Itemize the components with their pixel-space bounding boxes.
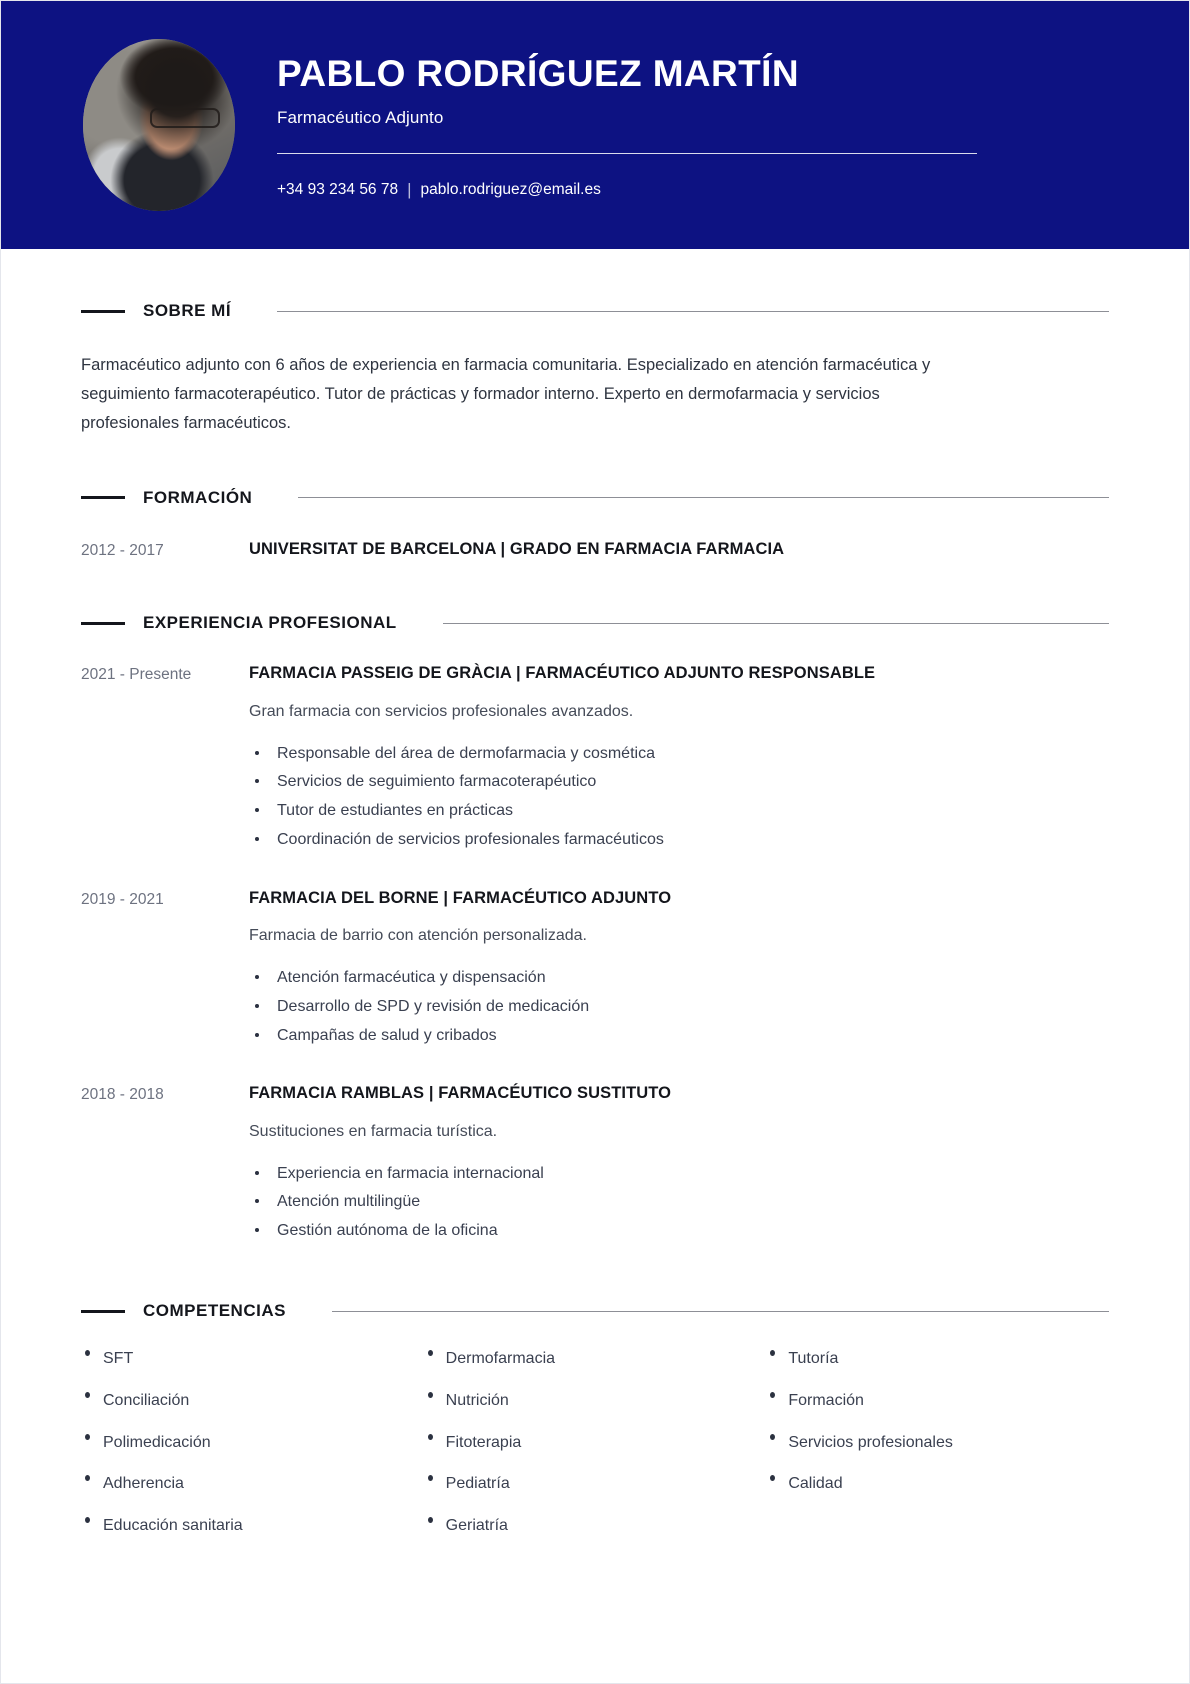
- skill-item: Pediatría: [424, 1474, 767, 1495]
- experience-bullet-list: [249, 740, 1109, 855]
- resume-header: [1, 1, 1189, 249]
- experience-bullet-list: [249, 964, 1109, 1050]
- experience-date: 2019 - 2021: [81, 890, 164, 908]
- skill-item: Dermofarmacia: [424, 1349, 767, 1370]
- contact-separator: |: [407, 180, 412, 200]
- experience-details: [249, 887, 1109, 1051]
- candidate-job-title: Farmacéutico Adjunto: [277, 108, 444, 128]
- section-header-skills: [81, 1301, 1109, 1321]
- section-title-about: SOBRE MÍ: [143, 301, 232, 320]
- skills-column: [766, 1349, 1109, 1558]
- glasses-icon: [150, 108, 220, 129]
- section-dash-icon: [81, 310, 125, 313]
- candidate-name: PABLO RODRÍGUEZ MARTÍN: [277, 52, 799, 94]
- resume-body: [1, 301, 1189, 1558]
- section-dash-icon: [81, 496, 125, 499]
- list-item: Tutor de estudiantes en prácticas: [249, 797, 1109, 826]
- section-education: [81, 488, 1109, 562]
- skills-column: [424, 1349, 767, 1558]
- skill-item: Fitoterapia: [424, 1433, 767, 1454]
- experience-entry: [81, 1082, 1109, 1246]
- section-title-experience: EXPERIENCIA PROFESIONAL: [143, 613, 397, 633]
- section-dash-icon: [81, 1310, 125, 1313]
- skill-item: SFT: [81, 1349, 424, 1370]
- experience-entry: [81, 662, 1109, 854]
- experience-title: FARMACIA DEL BORNE | FARMACÉUTICO ADJUNTO: [249, 888, 672, 907]
- section-rule: [332, 1311, 1109, 1312]
- skill-item: Educación sanitaria: [81, 1516, 424, 1537]
- header-text-block: [277, 50, 1129, 201]
- skill-item: Tutoría: [766, 1349, 1109, 1370]
- section-header-experience: [81, 613, 1109, 633]
- section-header-education: [81, 488, 1109, 508]
- section-experience: [81, 613, 1109, 1246]
- skill-item: Servicios profesionales: [766, 1433, 1109, 1454]
- email-text: pablo.rodriguez@email.es: [420, 181, 601, 199]
- experience-title: FARMACIA RAMBLAS | FARMACÉUTICO SUSTITUTO: [249, 1084, 672, 1103]
- skill-item: Conciliación: [81, 1391, 424, 1412]
- experience-entry: [81, 887, 1109, 1051]
- skill-item: Polimedicación: [81, 1433, 424, 1454]
- experience-date: 2018 - 2018: [81, 1086, 164, 1104]
- skills-grid: [81, 1349, 1109, 1558]
- list-item: Campañas de salud y cribados: [249, 1022, 1109, 1051]
- experience-bullet-list: [249, 1160, 1109, 1246]
- section-rule: [298, 497, 1109, 498]
- list-item: Desarrollo de SPD y revisión de medicación: [249, 993, 1109, 1022]
- list-item: Gestión autónoma de la oficina: [249, 1217, 1109, 1246]
- about-text: Farmacéutico adjunto con 6 años de experiencia en farmacia comunitaria. Especializado en atención farmacéutica y seguimiento farmacoterapéutico. Tutor de prácticas y formador interno. Experto en dermofarmacia y servicios profesionales farmacéuticos.: [81, 356, 931, 432]
- header-divider: [277, 153, 977, 154]
- list-item: Atención multilingüe: [249, 1188, 1109, 1217]
- education-entry: [81, 538, 1109, 562]
- section-about: [81, 301, 1109, 438]
- experience-details: [249, 1082, 1109, 1246]
- skill-item: Calidad: [766, 1474, 1109, 1495]
- avatar: [83, 39, 235, 211]
- experience-date: 2021 - Presente: [81, 666, 192, 684]
- list-item: Coordinación de servicios profesionales farmacéuticos: [249, 826, 1109, 855]
- section-title-skills: COMPETENCIAS: [143, 1301, 286, 1321]
- skills-column: [81, 1349, 424, 1558]
- list-item: Servicios de seguimiento farmacoterapéutico: [249, 768, 1109, 797]
- skill-item: Formación: [766, 1391, 1109, 1412]
- list-item: Responsable del área de dermofarmacia y cosmética: [249, 740, 1109, 769]
- section-title-education: FORMACIÓN: [143, 487, 253, 507]
- experience-details: [249, 662, 1109, 854]
- experience-description: Gran farmacia con servicios profesionales avanzados.: [249, 702, 634, 720]
- experience-description: Sustituciones en farmacia turística.: [249, 1122, 498, 1140]
- experience-description: Farmacia de barrio con atención personalizada.: [249, 927, 587, 945]
- section-rule: [277, 311, 1109, 312]
- contact-info: [277, 180, 1129, 200]
- section-header-about: [81, 301, 1109, 321]
- skill-item: Geriatría: [424, 1516, 767, 1537]
- education-details: [249, 538, 1109, 560]
- list-item: Atención farmacéutica y dispensación: [249, 964, 1109, 993]
- section-skills: [81, 1301, 1109, 1558]
- education-title: UNIVERSITAT DE BARCELONA | GRADO EN FARMACIA FARMACIA: [249, 539, 785, 558]
- skill-item: Nutrición: [424, 1391, 767, 1412]
- phone-text: +34 93 234 56 78: [277, 181, 399, 199]
- section-rule: [443, 623, 1109, 624]
- list-item: Experiencia en farmacia internacional: [249, 1160, 1109, 1189]
- skill-item: Adherencia: [81, 1474, 424, 1495]
- section-dash-icon: [81, 622, 125, 625]
- education-date: 2012 - 2017: [81, 541, 164, 559]
- experience-title: FARMACIA PASSEIG DE GRÀCIA | FARMACÉUTICO ADJUNTO RESPONSABLE: [249, 664, 876, 683]
